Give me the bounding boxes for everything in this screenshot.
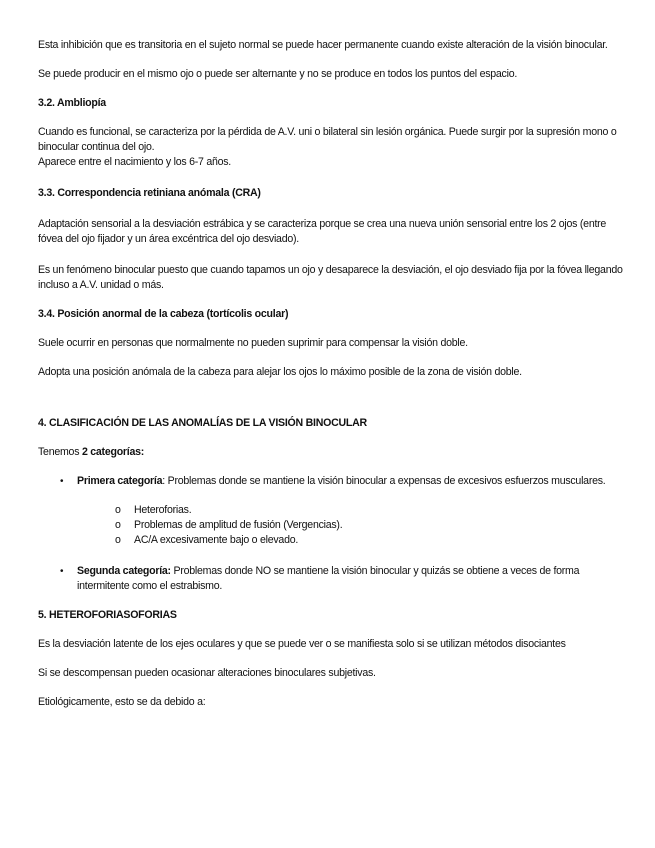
paragraph-etiologicamente: Etiológicamente, esto se da debido a:	[38, 696, 206, 708]
segunda-text: Problemas donde NO se mantiene la visión binocular y quizás se obtiene a veces de forma intermitente como el estrabismo.	[77, 565, 580, 592]
bullet-icon: •	[60, 566, 64, 577]
primera-text: : Problemas donde se mantiene la visión binocular a expensas de excesivos esfuerzos musculares.	[162, 475, 606, 487]
paragraph-fenomeno-binocular: Es un fenómeno binocular puesto que cuando tapamos un ojo y desaparece la desviación, el ojo desviado fija por la fóvea llegando incluso a A.V. unidad o más.	[38, 264, 623, 291]
paragraph-ambliopia: Cuando es funcional, se caracteriza por la pérdida de A.V. uni o bilateral sin lesión orgánica. Puede surgir por la supresión mono o binocular continua del ojo.	[38, 126, 617, 153]
sub-item-text: Heteroforias.	[134, 504, 192, 516]
tenemos-bold: 2 categorías:	[81, 446, 145, 458]
circle-bullet-icon: o	[115, 504, 121, 516]
list-item-primera	[38, 474, 623, 548]
sub-item	[77, 503, 623, 518]
paragraph-suprimir: Suele ocurrir en personas que normalmente no pueden suprimir para compensar la visión doble.	[38, 337, 468, 349]
paragraph-tenemos	[38, 445, 623, 460]
paragraph-alternante: Se puede producir en el mismo ojo o puede ser alternante y no se produce en todos los puntos del espacio.	[38, 68, 518, 80]
heading-cra: 3.3. Correspondencia retiniana anómala (CRA)	[38, 187, 261, 199]
sub-item-text: AC/A excesivamente bajo o elevado.	[134, 534, 299, 546]
paragraph-inhibicion: Esta inhibición que es transitoria en el sujeto normal se puede hacer permanente cuando existe alteración de la visión binocular.	[38, 39, 608, 51]
paragraph-cra: Adaptación sensorial a la desviación estrábica y se caracteriza porque se crea una nueva unión sensorial entre los 2 ojos (entre fóvea del ojo fijador y un área excéntrica del ojo desviado).	[38, 218, 607, 245]
categories-list	[38, 474, 623, 594]
heading-heteroforias: 5. HETEROFORIASOFORIAS	[38, 609, 177, 621]
paragraph-descompensan: Si se descompensan pueden ocasionar alteraciones binoculares subjetivas.	[38, 667, 376, 679]
heading-posicion: 3.4. Posición anormal de la cabeza (tortícolis ocular)	[38, 308, 289, 320]
tenemos-text: Tenemos	[38, 446, 82, 458]
document-page	[38, 38, 623, 710]
sub-item	[77, 518, 623, 533]
sublist-primera	[77, 503, 623, 548]
list-item-segunda	[38, 564, 623, 594]
circle-bullet-icon: o	[115, 519, 121, 531]
paragraph-desviacion-latente: Es la desviación latente de los ejes oculares y que se puede ver o se manifiesta solo si se utilizan métodos disociantes	[38, 638, 566, 650]
sub-item	[77, 533, 623, 548]
sub-item-text: Problemas de amplitud de fusión (Vergencias).	[134, 519, 343, 531]
primera-label: Primera categoría	[77, 475, 163, 487]
paragraph-ambliopia-edad: Aparece entre el nacimiento y los 6-7 años.	[38, 156, 231, 168]
segunda-label: Segunda categoría:	[77, 565, 171, 577]
heading-clasificacion: 4. CLASIFICACIÓN DE LAS ANOMALÍAS DE LA VISIÓN BINOCULAR	[38, 417, 367, 429]
bullet-icon: •	[60, 476, 64, 487]
circle-bullet-icon: o	[115, 534, 121, 546]
paragraph-posicion-anomala: Adopta una posición anómala de la cabeza para alejar los ojos lo máximo posible de la zona de visión doble.	[38, 366, 522, 378]
heading-ambliopia: 3.2. Ambliopía	[38, 97, 106, 109]
